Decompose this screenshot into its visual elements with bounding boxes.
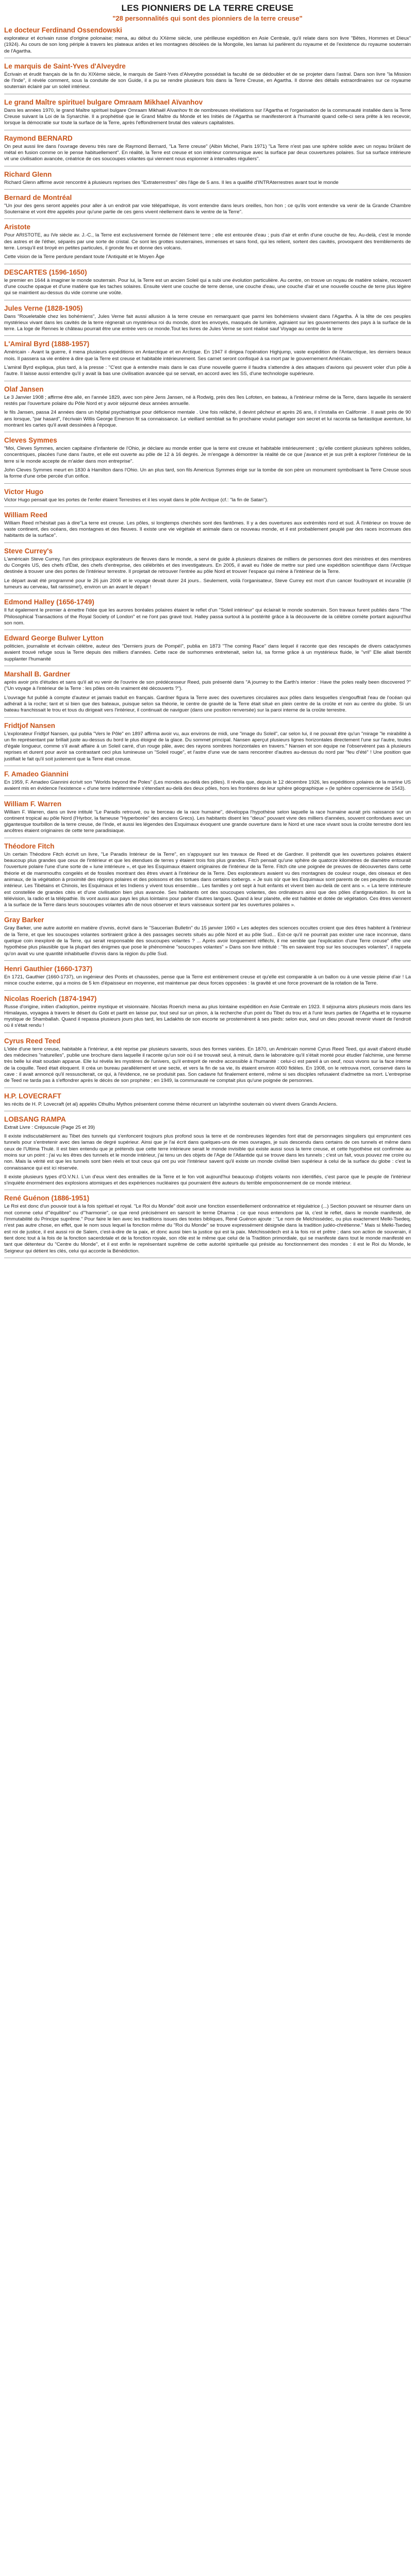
entry-paragraph: Il fut également le premier à émettre l'idée que les aurores boréales polaires étaient le reflet d'un "Soleil intérieur" qui éclairait le monde souterrain. Son travaux furent publiés dans "The Philosophical Transactions of the Royal Society of London" et ne l'ont pas gravé tout. Halley passa surtout à la postérité grâce à la découverte de la célèbre comète portant aujourd'hui son nom.	[4, 607, 411, 626]
entry-paragraph: "Un jour des gens seront appelés pour aller à un endroit par voie télépathique, ils vont entendre dans leurs oreilles, hon hon ; ce qu'ils vont entendre va venir de la Grande Chambre Souterraine et vont être appelés pour qu'une partie de ces gens vivent réellement dans le ventre de la Terre".	[4, 202, 411, 215]
entry-paragraph: L'amiral Byrd expliqua, plus tard, à la presse : "C'est que à entendre mais dans le cas d'une nouvelle guerre il faudra s'attendre à des attaques d'avions qui peuvent voler d'un pôle à l'autre. Il laisse aussi entendre qu'il y avait là bas une civilisation avancée qui se servait, en accord avec les SS, d'une technologie supérieure.	[4, 365, 411, 377]
entry-divider	[4, 218, 411, 219]
entry-title: Jules Verne (1828-1905)	[4, 304, 83, 312]
entry-divider	[4, 990, 411, 991]
entry-title: Bernard de Montréal	[4, 193, 72, 201]
entry-12	[4, 436, 411, 483]
entry-16	[4, 598, 411, 630]
entry-1	[4, 26, 411, 58]
entry-8	[4, 268, 411, 300]
entry-title: Aristote	[4, 223, 31, 231]
entry-3	[4, 98, 411, 130]
entry-title: Le docteur Ferdinand Ossendowski	[4, 26, 122, 34]
entry-paragraph: Le Roi est donc d'un pouvoir tout à la fois spirituel et royal. "Le Roi du Monde" doit avoir une fonction essentiellement ordonnatrice et régulatrice (...) Section pouvant se résumer dans un mot comme celui d'"équilibre" ou d'"harmonie", ce que rend précisément en sanscrit le terme Dharma ; ce que nous entendons par là, c'est le reflet, dans le monde manifesté, de l'immutabilité du Principe suprême." Pour faire le lien avec les traditions issues des textes bibliques, René Guénon ajoute : "Le nom de Melchissédec, ou plus exactement Melki-Tsedeq, n'est pas autre chose, en effet, que le nom sous lequel la fonction même du "Roi du Monde" se trouve expressément désignée dans la tradition judéo-chrétienne." Mais si Melki-Tsedeq est roi de justice, il est aussi roi de Salem, c'est-à-dire de la paix, et donc aussi bien la justice qui est la paix. Melchissédech est à la fois roi et prêtre ; dans son action de souverain, il tient donc tout à la fois de la fonction sacerdotale et de la fonction royale, son rôle est le même que celui de la Tradition primordiale, qui se manifeste dans tout le monde manifesté en tant que détenteur du "Centre du Monde", et il est enfin le représentant suprême de cette autorité spirituelle qui préside au fonctionnement des mondes : il est le Roi du Monde, le Seigneur qui détient les clés, celui qui accorde la Bénédiction.	[4, 1204, 411, 1254]
entry-title: Olaf Jansen	[4, 385, 44, 393]
entry-title: Théodore Fitch	[4, 842, 55, 850]
entry-divider	[4, 795, 411, 796]
entry-paragraph: Dans "Roueletable chez les bohémiens", Jules Verne fait aussi allusion à la terre creuse en remarquant que parmi les bohémiens vivaient dans l'Agartha. À la tête de ces peuples mystérieux vivant dans les cavités de la terre régnerait un mystérieux roi du monde, dont les envoyés, masqués de lumière, agiraient sur les gouvernements des pays à la surface de la terre. La loge de Rennes le château pourrait être une entrée vers ce monde.Tout les livres de Jules Verne se sont réalisé sauf Voyage au centre de la terre	[4, 313, 411, 332]
entry-28	[4, 1115, 411, 1191]
entry-6	[4, 194, 411, 219]
entry-title: F. Amadeo Giannini	[4, 770, 69, 778]
entry-paragraph: Le départ avait été programmé pour le 26 juin 2006 et le voyage devait durer 24 jours.. Seulement, voilà l'organisateur, Steve Currey est mort d'un cancer foudroyant et incurable (il tumeurs au cerveau, fait rarissime!), environ un an avant le départ !	[4, 578, 411, 590]
entry-title: Le marquis de Saint-Yves d'Alveydre	[4, 62, 126, 70]
entry-paragraph: L'américain Steve Currey, l'un des principaux explorateurs de fleuves dans le monde, a servi de guide à plusieurs dizaines de milliers de personnes dont des ministres et des membres du Congrès US, des chefs d'État, des chefs d'entreprise, des célébrités et des investigateurs. En 2005, il avait eu l'idée de mettre sur pied une expédition scientifique dans l'Arctique destinée à trouver une des portes de l'intérieur terrestre. Il projetait de retrouver l'entrée au pôle Nord et trouver l'espace qui mène à l'intérieur de la Terre.	[4, 556, 411, 575]
entry-divider	[4, 335, 411, 336]
entry-29	[4, 1194, 411, 1258]
entry-paragraph: L'explorateur Fridtjof Nansen, qui publia "Vers le Pôle" en 1897 affirma avoir vu, aux environs de midi, une "image du Soleil", car selon lui, il ne pouvait être qu'un "mirage "le mirabilité à un fin représentant par brillait juste au-dessus du bord le plus éloigné de la glace. Du sommet principal. Nansen aperçut plusieurs lignes horizontales directement l'une sur l'autre, toutes d'égale longueur, comme s'il avait affaire à un Soleil carré, d'un rouge pâle, avec des rayons sombres horizontales en travers." Nansen et son équipe ne l'observèrent pas à plusieurs reprises et durent pour avoir sa contrastant ceci plus lumineuse un "Soleil rouge", et l'astre d'une vue de sans rencontrer d'autres au-dessus du nord par "feu d'été" ! Une position que justifiait le fait qu'il soit justement que la Terre était creuse.	[4, 731, 411, 762]
entry-divider	[4, 506, 411, 507]
entry-10	[4, 340, 411, 381]
entry-27	[4, 1092, 411, 1111]
entry-divider	[4, 483, 411, 484]
entry-title: René Guénon (1886-1951)	[4, 1194, 90, 1202]
entry-paragraph: On peut aussi lire dans l'ouvrage devenu très rare de Raymond Bernard, "La Terre creuse" (Albin Michel, Paris 1971) "La Terre n'est pas une sphère solide avec un noyau brûlant de métal en fusion comme on le pense habituellement". En réalité, la Terre est creuse et son intérieur communique avec la surface par deux couvertures polaires. Sur sa surface intérieure vit une civilisation avancée, créatrice de ces soucoupes volantes qui viennent nous espionner à intervalles réguliers".	[4, 143, 411, 162]
entry-22	[4, 842, 411, 912]
entry-paragraph: John Cleves Symmes meurt en 1830 à Hamilton dans l'Ohio. Un an plus tard, son fils Americus Symmes érige sur la tombe de son père un monument symbolisant la Terre Creuse sous la forme d'une orbe percée d'un orifice.	[4, 467, 411, 480]
entry-title: Henri Gauthier (1660-1737)	[4, 964, 93, 973]
entry-title: DESCARTES (1596-1650)	[4, 268, 87, 276]
page-subtitle: "28 personnalités qui sont des pionniers de la terre creuse"	[112, 14, 303, 22]
entry-divider	[4, 1032, 411, 1033]
entry-paragraph: après avoir pris d'études et sans qu'il ait vu venir de l'ouvrire de son prédécesseur Reed, puis présenté dans "A journey to the Earth's interior : Have the poles really been discovered ?" ("Un voyage à l'intérieur de la Terre : les pôles ont-ils vraiment été découverts ?").	[4, 680, 411, 692]
entry-23	[4, 916, 411, 960]
entry-title: LOBSANG RAMPA	[4, 1115, 66, 1123]
entry-paragraph: Pour ARISTOTE, au IVe siècle av. J.-C., la Terre est exclusivement formée de l'élément terre ; elle est entourée d'eau ; puis d'air et enfin d'une couche de feu. Au-delà, c'est le monde des astres et de l'éther, séparés par une sorte de cristal. Ce sont les grottes souterraines, immenses et sans fond, qui les relient, sortent des cavités, provoquent des tremblements de terre. Lorsqu'il est broyé en petites particules, il gronde feu et donne des volcans.	[4, 232, 411, 251]
entry-title: Nicolas Roerich (1874-1947)	[4, 994, 97, 1003]
entry-paragraph: Écrivain et érudit français de la fin du XIXème siècle, le marquis de Saint-Yves d'Alveydre possédait la faculté de se dédoubler et de se projeter dans l'astral. Dans son livre "la Mission de l'Inde", il révèle comment, sous la conduite de son Guide, il a pu se rendre plusieurs fois dans la Terre Creuse, en Agartha. Il donne des détails extraordinaires sur ce royaume souterrain éclairé par un soleil intérieur.	[4, 71, 411, 90]
entry-18	[4, 670, 411, 717]
entry-title: Victor Hugo	[4, 487, 44, 496]
entry-paragraph: Richard Glenn affirme avoir rencontré à plusieurs reprises des "Extraterrestres" dès l'âge de 5 ans. Il les a qualifié d'INTRAterrestres avant tout le monde	[4, 179, 339, 185]
entry-26	[4, 1037, 411, 1088]
entry-20	[4, 770, 411, 796]
entry-divider	[4, 960, 411, 961]
entry-title: Cleves Symmes	[4, 436, 57, 445]
entry-21	[4, 800, 411, 838]
entry-title: Le grand Maître spirituel bulgare Omraam Mikhael Aïvanhov	[4, 98, 203, 106]
entry-24	[4, 965, 411, 991]
entry-25	[4, 995, 411, 1033]
entry-title: Richard Glenn	[4, 170, 52, 178]
entry-paragraph: "Moi, Cleves Symmes, ancien capitaine d'infanterie de l'Ohio, je déclare au monde entier que la terre est creuse et habitable intérieurement ; qu'elle contient plusieurs sphères solides, concentriques, placées l'une dans l'autre, et elle est ouverte au pôle de 12 à 16 degrés. Je m'engage à démontrer la réalité de ce que j'avance et je sus prêt à explorer l'intérieur de la terre si le monde accepte de m'aider dans mon entreprise".	[4, 446, 411, 464]
entry-paragraph: explorateur et écrivain russe d'origine polonaise; mena, au début du XXème siècle, une périlleuse expédition en Asie Centrale, qu'il relate dans son livre "Bêtes, Hommes et Dieux" (1924). Au cours de son long périple à travers les plateaux arides et les montagnes désolées de la Mongolie, les lamas lui parlèrent du royaume et de l'existence du royaume souterrain de l'Agartha.	[4, 36, 411, 54]
entry-title: Steve Currey's	[4, 547, 53, 555]
entry-11	[4, 385, 411, 432]
entry-title: Marshall B. Gardner	[4, 670, 71, 679]
entry-paragraph: William Reed m'hésitait pas à dire"La terre est creuse. Les pôles, si longtemps cherchés sont des fantômes. Il y a des ouvertures aux extrémités nord et sud. À l'intérieur on trouve de vaste continent, des océans, des montagnes et des fleuves. Il existe une vie végétale et animale dans ce nouveau monde, et il est probablement peuplé par des races inconnues des habitants de la surface".	[4, 520, 411, 539]
page-title: LES PIONNIERS DE LA TERRE CREUSE	[121, 3, 294, 13]
entry-paragraph: Il existe indiscutablement au Tibet des tunnels qui s'enfoncent toujours plus profond sous la terre et de nombreuses légendes font état de personnages singuliers qui empruntent ces tunnels pour s'entretenir avec des lamas de degré supérieur. Ainsi que je l'ai écrit dans quelques-uns de mes ouvrages, je suis descendu dans certains de ces tunnels et même dans ceux de l'Ultima Thulé. Il est bien entendu que je prétends que cette terre intérieure serait le monde invisible qui existe aussi sous la terre creuse, et cette hypothèse est confirmée au moins sur un point : j'ai vu les êtres des tunnels et le monde intérieur, j'ai tenu un des objets de l'Age de l'Atlantide qui se trouve dans les tunnels ; c'est un fait, vous pouvez me croire ou non. Mais la vérité est que les tunnels sont bien réels et tout ceux qui ont pu voir l'intérieur savent qu'il existe un monde civilisé bien supérieur à celui de la surface du globe : c'est la connaissance qui est ici réservée.	[4, 1133, 411, 1171]
entry-13	[4, 488, 411, 507]
entry-title: Fridtjof Nansen	[4, 721, 56, 730]
entry-paragraph: le fils Jansen, passa 24 années dans un hôpital psychiatrique pour déficience mentale . Une fois relâché, il devint pêcheur et après 26 ans, il s'installa en Californie . Il avait près de 90 ans lorsque, "par hasard", l'écrivain Willis George Emerson fit sa connaissance. Le vieillard semblait sa fin prochaine voulut partager son secret et lui raconta sa fantastique aventure, lui montrant les cartes qu'il avait dessinées à l'époque.	[4, 410, 411, 428]
entry-paragraph: L'idée d'une terre creuse, habitable à l'intérieur, a été reprise par plusieurs savants, sous des formes variées. En 1870, un Américain nommé Cyrus Reed Teed, qui avait d'abord étudié des médecines "naturelles", publie une brochure dans laquelle il raconte qu'un soir où il se trouvait seul, à minuit, dans le laboratoire qu'il s'était monté pour étudier l'alchimie, une femme très belle lui était soudain apparue. Elle lui révéla les mystères de l'univers, qu'il entreprit de rendre accessible à l'humanité : celui-ci est pareil à un oeuf, nous vivons sur la face interne de la coquille. Teed était éloquent. Il créa un bureau parallèlement et une secte, et vers la fin de sa vie, ils étaient environ 4000 fidèles. En 1908, on le retrouva mort, conservé dans la cave : il avait annoncé qu'il ressusciterait, ce qui, à l'évidence, ne se produisit pas. Son cadavre fut finalement enterré, même si ses disciples refusaient d'admettre sa mort. L'entreprise de Teed ne tarda pas à s'effondrer après le décès de son prophète ; en 1949, la communauté ne comptait plus qu'une poignée de personnes.	[4, 1046, 411, 1084]
entry-9	[4, 304, 411, 336]
entry-paragraph: Victor Hugo pensait que les portes de l'enfer étaient Terrestres et il les voyait dans le pôle Arctique (cf.: "la fin de Satan").	[4, 497, 269, 503]
entry-paragraph: Gray Barker, une autre autorité en matière d'ovnis, écrivit dans le "Saucerian Bulletin" du 15 janvier 1960 « Les adeptes des sciences occultes croient que des êtres habitent à l'intérieur de la Terre, et que les soucoupes volantes sortiraient grâce à des passages secrets situés au pôle Nord et au pôle Sud... Est-ce qu'il ne pourrait pas exister une race inconnue, dans quelque coin inexploré de la Terre, qui serait responsable des soucoupes volantes ? ... Après avoir longuement réfléchi, il me semble que l'explication d'une Terre creuse" offre une hypothèse plus plausible que la plupart des énigmes que pose le phénomène "soucoupes volantes" » Dans son livre intitulé : "Ils en savaient trop sur les soucoupes volantes", il rappela qu'on avait vu une quantité inhabituelle d'ovnis dans la région du pôle Sud.	[4, 925, 411, 957]
entry-paragraph: politicien, journaliste et écrivain célèbre, auteur des "Derniers jours de Pompéï", publia en 1873 "The coming Race" dans lequel il raconte que des rescapés de divers cataclysmes avaient trouvé refuge sous la Terre depuis des milliers d'années. Cette race de surhommes entretenait, selon lui, sa forme grâce à un mystérieux fluide, le "vril" Elle allait bientôt supplanter l'humanité	[4, 643, 411, 662]
entry-5	[4, 171, 411, 190]
entry-paragraph: les récits de H. P. Lovecraft (et al) appelés Cthulhu Mythos présentent comme thème récurrent un labyrinthe souterrain où vivent divers Grands Anciens.	[4, 1101, 338, 1107]
page	[0, 0, 415, 1258]
entry-title: William Reed	[4, 511, 47, 519]
entry-paragraph: En 1721, Gauthier (1660-1737), un ingénieur des Ponts et chaussées, pense que la Terre est entièrement creuse et qu'elle est comparable à un ballon ou à une vessie pleine d'air ! La mince couche externe, qui a moins de 5 km d'épaisseur en moyenne, est maintenue par deux forces opposées : la gravité et une force provenant de la rotation de la Terre.	[4, 974, 411, 987]
entry-title: H.P. LOVECRAFT	[4, 1092, 61, 1100]
entry-title: L'Amiral Byrd (1888-1957)	[4, 340, 90, 348]
entry-2	[4, 62, 411, 94]
entry-paragraph: Extrait Livre : Crépuscule (Page 25 et 39)	[4, 1124, 95, 1130]
entry-divider	[4, 717, 411, 718]
entry-paragraph: Cette vision de la Terre perdure pendant toute l'Antiquité et le Moyen Âge	[4, 254, 164, 260]
entry-title: Raymond BERNARD	[4, 134, 73, 142]
entry-title: Cyrus Reed Teed	[4, 1037, 61, 1045]
entry-paragraph: Le 3 Janvier 1908 ; affirme être allé, en l'année 1829, avec son père Jens Jansen, né à Rodwig, près des îles Lofoten, en bateau, à l'intérieur même de la Terre, dans laquelle ils seraient restés par l'ouverture polaire du Pôle Nord et y avoir séjourné deux années annuelle.	[4, 394, 411, 406]
entry-paragraph: L'ouvrage fut publié à compte d'auteur et jamais traduit en français. Gardner figura la Terre avec des ouvertures circulaires aux pôles dans lesquelles s'engouffrait l'eau de l'océan qui adhérait à la roche; tant et si bien que des bateaux, puisque selon sa théorie, le centre de gravité de la Terre était situé en plein centre de la croûte et non au centre du globe. Si un bateau franchissait le trou et tous du dirigeait vers l'intérieur, il continuait de naviguer (dans une position renversée) sur la paroi interne de la croûte terrestre.	[4, 694, 411, 714]
entry-paragraph: Un certain Théodore Fitch écrivit un livre, "Le Paradis Intérieur de la Terre", en s'appuyant sur les travaux de Reed et de Gardner. Il prétendit que les ouvertures polaires étaient beaucoup plus grandes que ceux de l'intérieur et que les étendues de terres y étaient trois fois plus grandes. Fitch pensait qu'une sphère de quatorze kilomètres de diamètre entourait l'ouverture polaire l'une d'une sorte de « lune intérieure », et que les Esquimaux étaient originaires de l'intérieur de la Terre. Fitch cite une poignée de preuves de découvertes dans cette théorie et de mammouths congelés et de fossiles montrant des êtres vivant à l'intérieur de la Terre. Des explorateurs avaient vu des montagnes de couleur rouge, des oiseaux et des animaux, de la végétation à proximité des régions polaires et des poissons et des tortues dans certains icebergs. « Je suis sûr que les Esquimaux sont parents de ces peuples du monde intérieur. Les Tibétains et Chinois, les Esquimaux et les Indiens y vivent tous ensemble... Les familles y ont sept à huit enfants et vivent bien au-delà de cent ans ». « La terre intérieure est constellée de grandes cités et d'une civilisation bien plus avancée. Ses habitants ont des soucoupes volantes, des ordinateurs ainsi que des pôles d'antigravitation. Ils ont la télévision, la radio et la télépathie. Ils vont aussi aux pays les plus lointains pour parler d'autres langues. Quand à leur planète, elle est habitée et dotée de végétation. Ces êtres viennent à la surface de la Terre dans leurs soucoupes volantes afin de nous observer et leurs vaisseaux sortent par les ouvertures polaires ».	[4, 851, 411, 908]
entry-17	[4, 634, 411, 666]
entry-4	[4, 134, 411, 166]
entry-paragraph: Américain - Avant la guerre, il mena plusieurs expéditions en Antarctique et en Arctique. En 1947 il dirigea l'opération Highjump, vaste expédition de l'Antarctique, les derniers beaux mois. Il passera sa vie entière à dire que la Terre est creuse et habitable intérieurement. Ses carnet seront confisqué à sa mort par le gouvernement Américain.	[4, 349, 411, 362]
entry-paragraph: William F. Warren, dans un livre intitulé "Le Paradis retrouvé, ou le berceau de la race humaine", développa l'hypothèse selon laquelle la race humaine aurait pris naissance sur un continent tropical au pôle Nord (l'Hyrbor, la fameuse "Hyperborée" des anciens Grecs). Les habitants disent les "dieux" pouvant vivre des milliers d'années, souvent confondues avec un gigantesque tourbillon de la terre creuse, de l'Inde, et aussi les légendes des Esquimaux évoquent une grande ouverture dans le Nord et une race vivant sous la croûte terrestre dont les ancêtres étaient originaires de cette terre paradisiaque.	[4, 809, 411, 834]
entries-list	[4, 26, 411, 1258]
entry-title: William F. Warren	[4, 800, 62, 808]
entry-14	[4, 511, 411, 543]
entry-title: Gray Barker	[4, 916, 44, 924]
entry-divider	[4, 189, 411, 190]
entry-15	[4, 547, 411, 594]
entry-paragraph: Dans les années 1970, le grand Maître spirituel bulgare Omraam Mikhaël Aïvanhov fit de nombreuses révélations sur l'Agartha et l'organisation de la communauté installée dans la Terre Creuse suivant la Loi de la Synarchie. Il a prophétisé que le Grand Maître du Monde et les Initiés de l'Agartha se manifesteront à l'humanité quand celle-ci sera prête à les recevoir, lorsque la démocratie sur toute la surface de la Terre, après l'effondrement brutal des valeurs capitalistes.	[4, 107, 411, 126]
entry-paragraph: En 1959, F. Amadeo Giannini écrivit son "Worlds beyond the Poles" (Les mondes au-delà des pôles). Il révéla que, depuis le 12 décembre 1926, les expéditions polaires de la marine US avaient mis en évidence l'existence « d'une terre indéterminée s'étendant au-delà des deux pôles, hors les frontières de leur sphère géographique » (le sphère copernicienne de 1543).	[4, 779, 411, 792]
entry-7	[4, 223, 411, 264]
entry-19	[4, 722, 411, 766]
entry-divider	[4, 911, 411, 912]
entry-paragraph: Il existe plusieurs types d'O.V.N.I. L'un d'eux vient des entrailles de la Terre et le fon voit aujourd'hui beaucoup d'objets volants non identifiés, c'est parce que le peuple de l'intérieur s'inquiète énormément des explosions atomiques et des expériences nucléaires qui pourraient être auteurs du terrible empoisonnement de ce monde intérieur.	[4, 1174, 411, 1187]
entry-paragraph: le premier en 1644 à imaginer le monde souterrain. Pour lui, la Terre est un ancien Soleil qui a subi une évolution particulière. Au centre, on trouve un noyau de matière solaire, recouvert d'une couche opaque et d'une matière que les taches solaires. Ensuite vient une couche de terre dense, une couche d'eau, une couche d'air et une nouvelle couche de terre plus légère qui se maintient au-dessus du vide comme une voûte.	[4, 277, 411, 296]
entry-title: Edward George Bulwer Lytton	[4, 634, 104, 642]
entry-title: Edmond Halley (1656-1749)	[4, 598, 94, 606]
entry-paragraph: Russe d'origine, initien d'adoption, peintre mystique et visionnaire. Nicolas Roerich mena au plus lointaine expédition en Asie Centrale en 1923. Il séjourna alors plusieurs mois dans les Himalayas, voyagea à travers le désert du Gobi et partit en laisse pur, tout seul sur un pinon, à la recherche d'un point du Tibet du trou et à l'unir leurs parties de l'Agartha et le royaume mystique de Shamballah. Quand il repassa plusieurs jours plus tard, les Ladakhis de son escorte se prosternèrent à ses pieds: selon eux, seul un dieu pouvait revenir vivant de l'endroit où il s'était rendu !	[4, 1004, 411, 1029]
